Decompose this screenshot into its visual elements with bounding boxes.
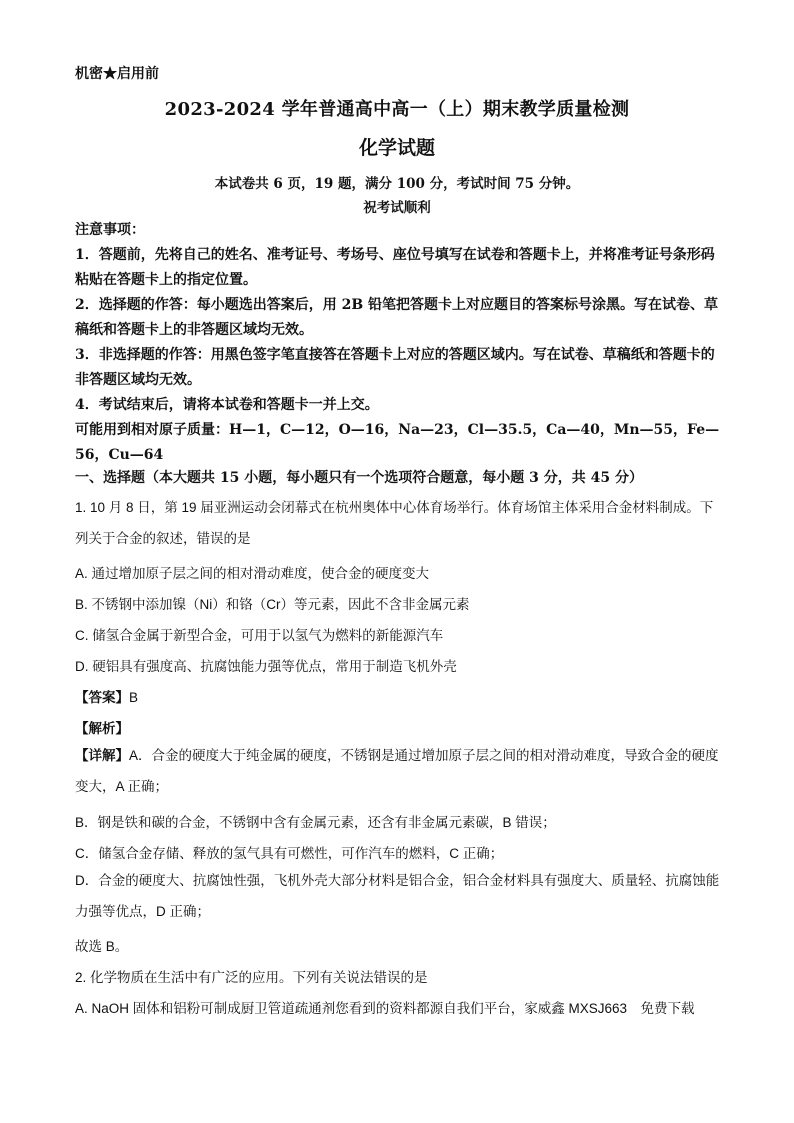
analysis-label: 【解析】	[75, 721, 129, 736]
question-1-option-a: A. 通过增加原子层之间的相对滑动难度，使合金的硬度变大	[75, 566, 430, 581]
atomic-masses: 可能用到相对原子质量：H—1，C—12，O—16，Na—23，Cl—35.5，Ca—40，Mn—55，Fe—56，Cu—64	[75, 422, 720, 463]
question-2-option-a: A. NaOH 固体和铝粉可制成厨卫管道疏通剂您看到的资料都源自我们平台，家威鑫 MXSJ663 免费下载	[75, 1001, 695, 1016]
confidential-label: 机密★启用前	[75, 66, 159, 82]
detail-a	[75, 740, 723, 802]
detail-d: D．合金的硬度大、抗腐蚀性强，飞机外壳大部分材料是铝合金，铝合金材料具有强度大、质量轻、抗腐蚀能力强等优点，D 正确；	[75, 873, 720, 919]
detail-a-text: A．合金的硬度大于纯金属的硬度，不锈钢是通过增加原子层之间的相对滑动难度，导致合金的硬度变大，A 正确；	[75, 748, 719, 794]
question-1-stem: 1. 10 月 8 日，第 19 届亚洲运动会闭幕式在杭州奥体中心体育场举行。体育场馆主体采用合金材料制成。下列关于合金的叙述，错误的是	[75, 500, 714, 546]
subject-title: 化学试题	[358, 137, 435, 159]
question-2-stem: 2. 化学物质在生活中有广泛的应用。下列有关说法错误的是	[75, 970, 428, 985]
answer-label: 【答案】	[75, 690, 129, 705]
exam-info: 本试卷共 6 页，19 题，满分 100 分，考试时间 75 分钟。	[214, 176, 580, 192]
notice-heading: 注意事项：	[75, 222, 145, 238]
exam-title: 2023-2024 学年普通高中高一（上）期末教学质量检测	[164, 99, 630, 120]
detail-c: C．储氢合金存储、释放的氢气具有可燃性，可作汽车的燃料，C 正确；	[75, 846, 504, 861]
notice-item-1: 1．答题前，先将自己的姓名、准考证号、考场号、座位号填写在试卷和答题卡上，并将准考证号条形码粘贴在答题卡上的指定位置。	[75, 247, 715, 288]
answer-value: B	[129, 690, 139, 705]
section-heading: 一、选择题（本大题共 15 小题，每小题只有一个选项符合题意，每小题 3 分，共 45 分）	[75, 470, 643, 486]
detail-label: 【详解】	[75, 748, 129, 763]
question-1-option-d: D. 硬铝具有强度高、抗腐蚀能力强等优点，常用于制造飞机外壳	[75, 659, 457, 674]
notice-item-3: 3．非选择题的作答：用黑色签字笔直接答在答题卡上对应的答题区域内。写在试卷、草稿纸和答题卡的非答题区域均无效。	[75, 347, 715, 388]
question-1-option-c: C. 储氢合金属于新型合金，可用于以氢气为燃料的新能源汽车	[75, 628, 444, 643]
answer-line	[75, 686, 138, 706]
exam-wish: 祝考试顺利	[363, 200, 431, 216]
conclusion: 故选 B。	[75, 939, 129, 954]
detail-b: B．钢是铁和碳的合金，不锈钢中含有金属元素，还含有非金属元素碳，B 错误；	[75, 815, 556, 830]
question-1-option-b: B. 不锈钢中添加镍（Ni）和铬（Cr）等元素，因此不含非金属元素	[75, 597, 470, 612]
notice-item-4: 4．考试结束后，请将本试卷和答题卡一并上交。	[75, 397, 379, 413]
notice-item-2: 2．选择题的作答：每小题选出答案后，用 2B 铅笔把答题卡上对应题目的答案标号涂黑。写在试卷、草稿纸和答题卡上的非答题区域均无效。	[75, 297, 719, 338]
